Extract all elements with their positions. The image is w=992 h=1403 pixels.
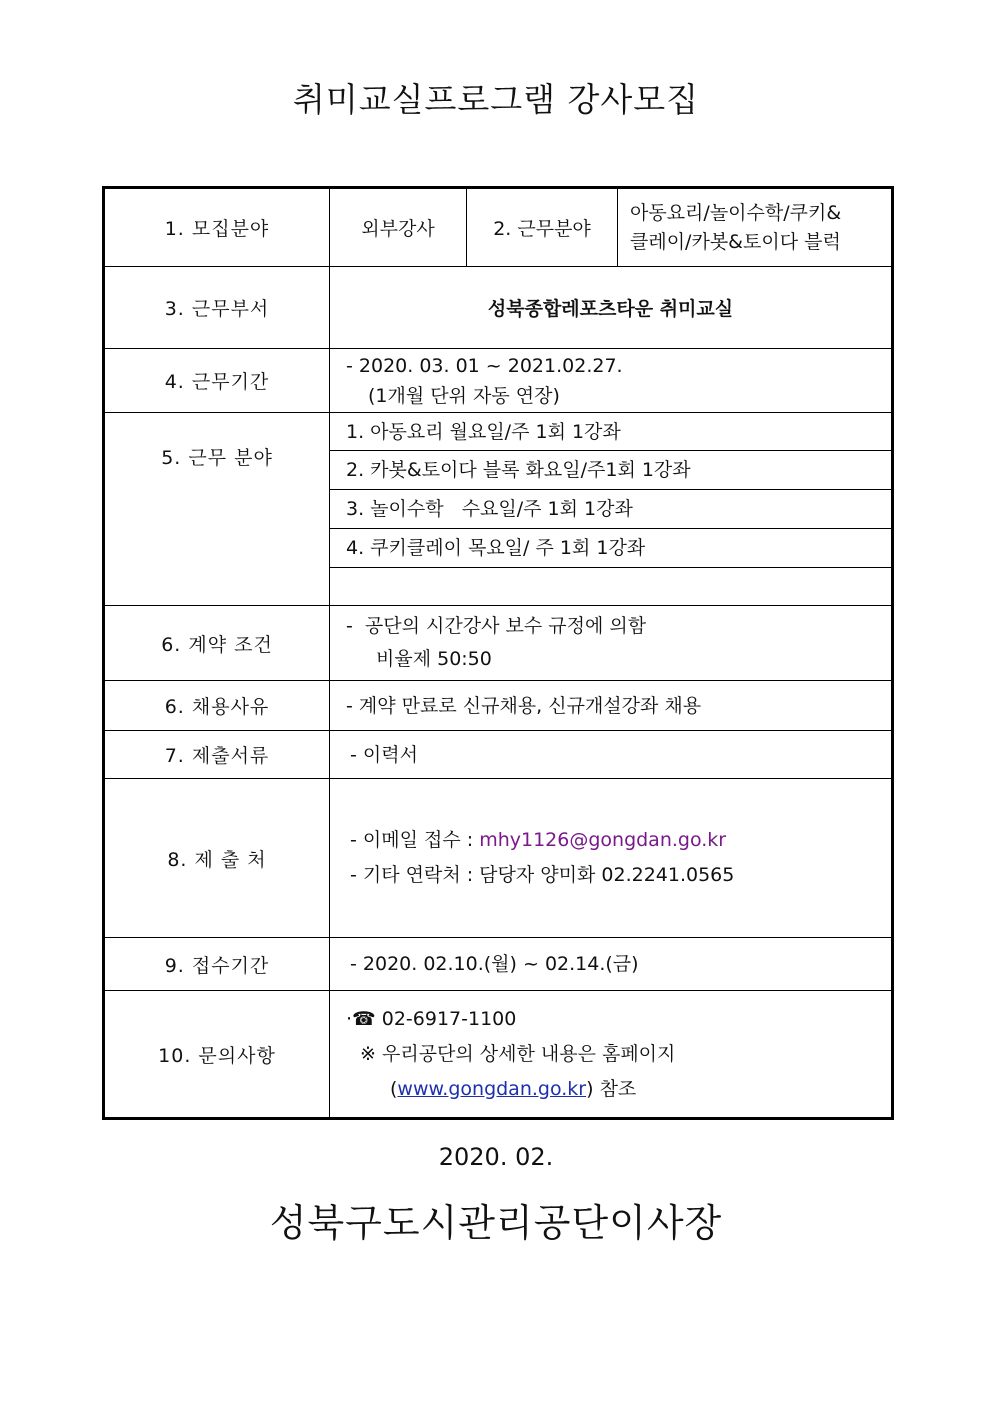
dept-value: 성북종합레포츠타운 취미교실	[330, 267, 893, 349]
contract-value	[330, 606, 893, 681]
field-value: 외부강사	[330, 188, 467, 267]
document-title: 취미교실프로그램 강사모집	[292, 80, 700, 119]
area-item-4: 4. 쿠키클레이 목요일/ 주 1회 1강좌	[330, 529, 893, 568]
row-inquiry	[104, 991, 893, 1119]
area-label: 5. 근무 분야	[104, 413, 330, 606]
receipt-label: 9. 접수기간	[104, 938, 330, 991]
submit-label: 8. 제 출 처	[104, 779, 330, 938]
work-field-line2: 클레이/카봇&토이다 블럭	[630, 230, 841, 253]
submit-email-line	[350, 823, 891, 858]
contract-line1: - 공단의 시간강사 보수 규정에 의함	[346, 615, 647, 637]
docs-label: 7. 제출서류	[104, 731, 330, 779]
row-docs	[104, 731, 893, 779]
row-dept	[104, 267, 893, 349]
row-reason	[104, 681, 893, 731]
inquiry-paren-open: (	[390, 1077, 398, 1100]
period-line2: (1개월 단위 자동 연장)	[368, 384, 560, 407]
row-area-1	[104, 413, 893, 451]
dept-label: 3. 근무부서	[104, 267, 330, 349]
inquiry-paren-close: ) 참조	[586, 1077, 637, 1100]
reason-label: 6. 채용사유	[104, 681, 330, 731]
area-item-3: 3. 놀이수학 수요일/주 1회 1강좌	[330, 490, 893, 529]
period-label: 4. 근무기간	[104, 349, 330, 413]
recruitment-table	[102, 186, 894, 1120]
inquiry-note: ※ 우리공단의 상세한 내용은 홈페이지	[360, 1042, 676, 1065]
submit-email-link[interactable]: mhy1126@gongdan.go.kr	[479, 829, 727, 851]
row-contract	[104, 606, 893, 681]
field-label: 1. 모집분야	[104, 188, 330, 267]
inquiry-url-line	[346, 1072, 891, 1107]
work-field-value	[618, 188, 893, 267]
document-date: 2020. 02.	[438, 1143, 554, 1171]
row-submit	[104, 779, 893, 938]
row-period	[104, 349, 893, 413]
inquiry-label: 10. 문의사항	[104, 991, 330, 1119]
inquiry-value	[330, 991, 893, 1119]
row-receipt	[104, 938, 893, 991]
submit-value	[330, 779, 893, 938]
submit-contact-line: - 기타 연락처 : 담당자 양미화 02.2241.0565	[350, 864, 735, 886]
period-value	[330, 349, 893, 413]
area-item-1: 1. 아동요리 월요일/주 1회 1강좌	[330, 413, 893, 451]
organization-name: 성북구도시관리공단이사장	[269, 1201, 723, 1245]
period-line1: - 2020. 03. 01 ~ 2021.02.27.	[346, 354, 623, 377]
work-field-label: 2. 근무분야	[467, 188, 618, 267]
homepage-link[interactable]: www.gongdan.go.kr	[397, 1077, 587, 1100]
reason-value: - 계약 만료로 신규채용, 신규개설강좌 채용	[330, 681, 893, 731]
inquiry-phone: ·☎ 02-6917-1100	[346, 1007, 517, 1030]
row-field	[104, 188, 893, 267]
area-item-2: 2. 카봇&토이다 블록 화요일/주1회 1강좌	[330, 451, 893, 490]
docs-value: - 이력서	[330, 731, 893, 779]
contract-label: 6. 계약 조건	[104, 606, 330, 681]
work-field-line1: 아동요리/놀이수학/쿠키&	[630, 201, 842, 224]
submit-email-prefix: - 이메일 접수 :	[350, 829, 480, 851]
receipt-value: - 2020. 02.10.(월) ~ 02.14.(금)	[330, 938, 893, 991]
contract-line2: 비율제 50:50	[376, 648, 492, 670]
area-empty-cell	[330, 568, 893, 606]
